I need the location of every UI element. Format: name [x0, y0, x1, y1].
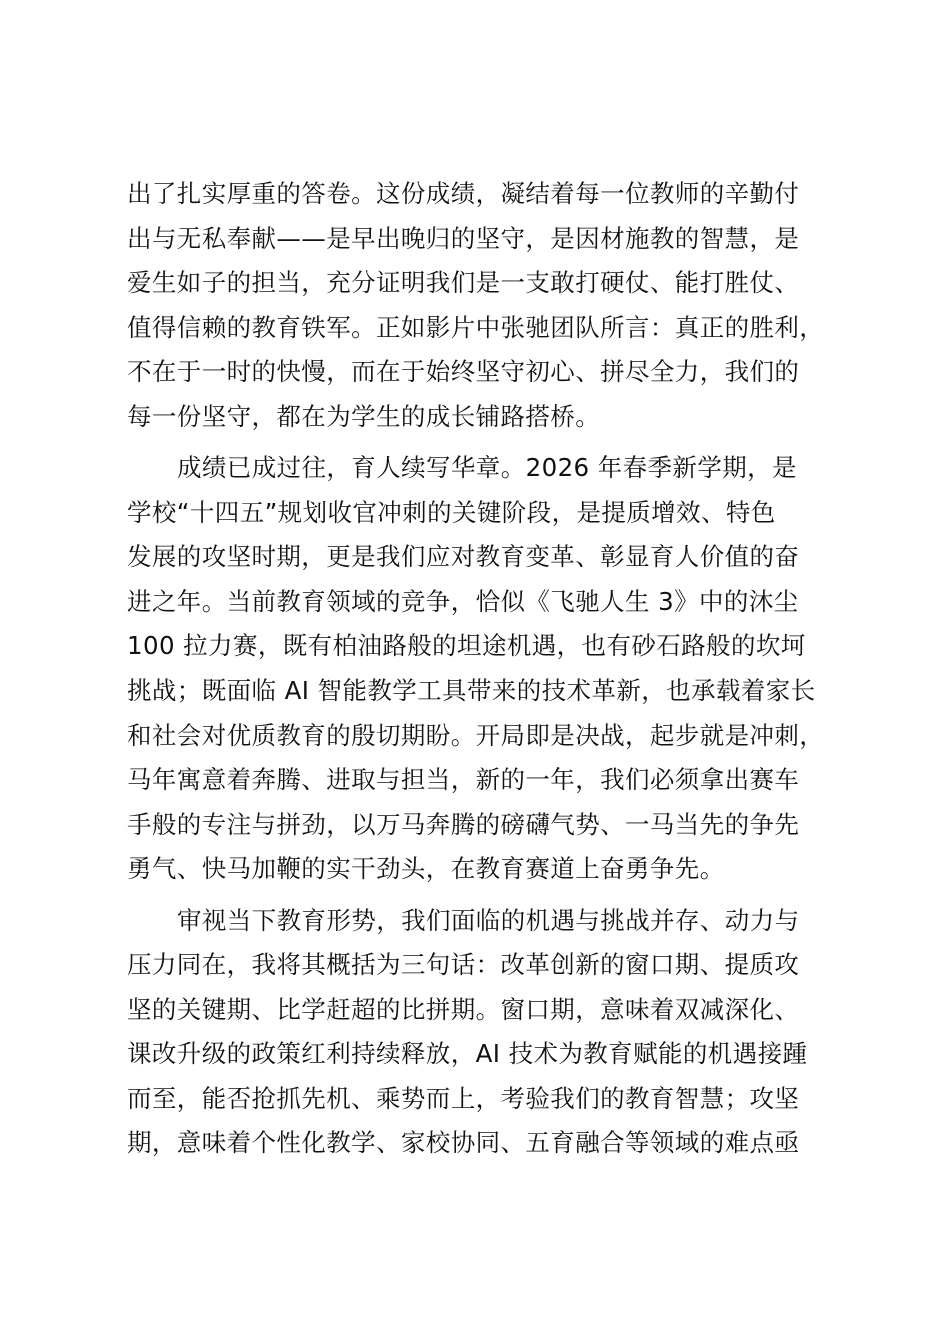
text-line: 手般的专注与拼劲，以万马奔腾的磅礴气势、一马当先的争先: [127, 809, 800, 839]
text-line: 而至，能否抢抓先机、乘势而上，考验我们的教育智慧；攻坚: [127, 1083, 800, 1113]
text-line: 爱生如子的担当，充分证明我们是一支敢打硬仗、能打胜仗、: [127, 268, 800, 298]
text-line: 和社会对优质教育的殷切期盼。开局即是决战，起步就是冲刺，: [127, 720, 825, 750]
text-line: 审视当下教育形势，我们面临的机遇与挑战并存、动力与: [177, 905, 800, 935]
text-line: 压力同在，我将其概括为三句话：改革创新的窗口期、提质攻: [127, 950, 800, 980]
text-line: 课改升级的政策红利持续释放，AI 技术为教育赋能的机遇接踵: [127, 1039, 808, 1069]
paragraph-3: [127, 899, 837, 1167]
text-line: 不在于一时的快慢，而在于始终坚守初心、拼尽全力，我们的: [127, 357, 800, 387]
body-text: [127, 172, 837, 1173]
text-line: 100 拉力赛，既有柏油路般的坦途机遇，也有砂石路般的坎坷: [127, 631, 806, 661]
text-line: 期，意味着个性化教学、家校协同、五育融合等领域的难点亟: [127, 1128, 800, 1158]
text-line: 每一份坚守，都在为学生的成长铺路搭桥。: [127, 401, 601, 431]
text-line: 马年寓意着奔腾、进取与担当，新的一年，我们必须拿出赛车: [127, 765, 800, 795]
text-line: 进之年。当前教育领域的竞争，恰似《飞驰人生 3》中的沐尘: [127, 586, 799, 616]
text-line: 值得信赖的教育铁军。正如影片中张驰团队所言：真正的胜利，: [127, 312, 825, 342]
text-line: 学校“十四五”规划收官冲刺的关键阶段，是提质增效、特色: [127, 497, 776, 527]
paragraph-1: [127, 172, 837, 440]
text-line: 出与无私奉献——是早出晚归的坚守，是因材施教的智慧，是: [127, 223, 800, 253]
text-line: 出了扎实厚重的答卷。这份成绩，凝结着每一位教师的辛勤付: [127, 179, 800, 208]
text-line: 成绩已成过往，育人续写华章。2026 年春季新学期，是: [177, 453, 797, 483]
paragraph-2: [127, 446, 837, 892]
text-line: 发展的攻坚时期，更是我们应对教育变革、彰显育人价值的奋: [127, 542, 800, 572]
text-line: 勇气、快马加鞭的实干劲头，在教育赛道上奋勇争先。: [127, 854, 725, 884]
text-line: 坚的关键期、比学赶超的比拼期。窗口期，意味着双减深化、: [127, 994, 800, 1024]
text-line: 挑战；既面临 AI 智能教学工具带来的技术革新，也承载着家长: [127, 676, 816, 706]
